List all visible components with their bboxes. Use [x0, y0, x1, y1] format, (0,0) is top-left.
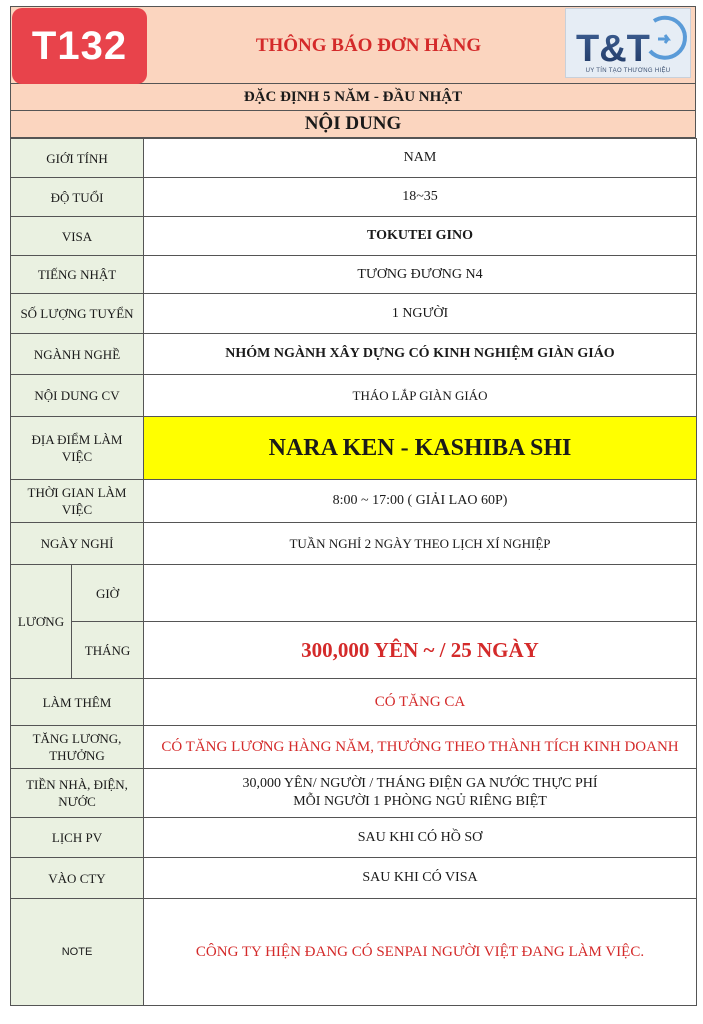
page-title: THÔNG BÁO ĐƠN HÀNG — [255, 35, 482, 56]
location-label: ĐỊA ĐIỂM LÀM VIỆC — [11, 417, 144, 480]
overtime-value: CÓ TĂNG CA — [144, 679, 697, 726]
table-row — [11, 565, 697, 622]
company-logo — [565, 8, 691, 78]
table-row — [11, 178, 697, 217]
days-off-label: NGÀY NGHỈ — [11, 523, 144, 565]
note-label: NOTE — [11, 899, 144, 1006]
table-row — [11, 480, 697, 523]
order-code-badge: T132 — [12, 8, 147, 84]
table-row — [11, 858, 697, 899]
table-row — [11, 375, 697, 417]
table-row — [11, 622, 697, 679]
job-label: NỘI DUNG CV — [11, 375, 144, 417]
location-value: NARA KEN - KASHIBA SHI — [144, 417, 697, 480]
hours-value: 8:00 ~ 17:00 ( GIẢI LAO 60P) — [144, 480, 697, 523]
table-row — [11, 417, 697, 480]
order-subtitle: ĐẶC ĐỊNH 5 NĂM - ĐẦU NHẬT — [10, 84, 696, 111]
section-title: NỘI DUNG — [10, 111, 696, 138]
table-row — [11, 217, 697, 256]
table-row — [11, 679, 697, 726]
start-label: VÀO CTY — [11, 858, 144, 899]
housing-line-1: 30,000 YÊN/ NGƯỜI / THÁNG ĐIỆN GA NƯỚC THỰC PHÍ — [242, 776, 598, 791]
japanese-value: TƯƠNG ĐƯƠNG N4 — [144, 256, 697, 294]
overtime-label: LÀM THÊM — [11, 679, 144, 726]
salary-hour-value — [144, 565, 697, 622]
note-value: CÔNG TY HIỆN ĐANG CÓ SENPAI NGƯỜI VIỆT ĐANG LÀM VIỆC. — [144, 899, 697, 1006]
quantity-value: 1 NGƯỜI — [144, 294, 697, 334]
interview-value: SAU KHI CÓ HỒ SƠ — [144, 818, 697, 858]
days-off-value: TUẦN NGHỈ 2 NGÀY THEO LỊCH XÍ NGHIỆP — [144, 523, 697, 565]
logo-tagline: UY TÍN TẠO THƯƠNG HIỆU — [585, 68, 671, 74]
job-value: THÁO LẮP GIÀN GIÁO — [144, 375, 697, 417]
visa-value: TOKUTEI GINO — [144, 217, 697, 256]
age-label: ĐỘ TUỔI — [11, 178, 144, 217]
housing-line-2: MỖI NGƯỜI 1 PHÒNG NGỦ RIÊNG BIỆT — [293, 794, 547, 809]
visa-label: VISA — [11, 217, 144, 256]
table-row — [11, 523, 697, 565]
salary-label: LƯƠNG — [11, 565, 72, 679]
industry-label: NGÀNH NGHỀ — [11, 334, 144, 375]
table-row — [11, 726, 697, 769]
interview-label: LỊCH PV — [11, 818, 144, 858]
table-row — [11, 294, 697, 334]
gender-label: GIỚI TÍNH — [11, 139, 144, 178]
table-row — [11, 334, 697, 375]
salary-month-label: THÁNG — [72, 622, 144, 679]
raise-value: CÓ TĂNG LƯƠNG HÀNG NĂM, THƯỞNG THEO THÀNH TÍCH KINH DOANH — [144, 726, 697, 769]
housing-value — [144, 769, 697, 818]
gender-value: NAM — [144, 139, 697, 178]
japanese-label: TIẾNG NHẬT — [11, 256, 144, 294]
salary-month-value: 300,000 YÊN ~ / 25 NGÀY — [144, 622, 697, 679]
table-row — [11, 139, 697, 178]
order-details-table — [10, 138, 697, 1006]
housing-label: TIỀN NHÀ, ĐIỆN, NƯỚC — [11, 769, 144, 818]
start-value: SAU KHI CÓ VISA — [144, 858, 697, 899]
raise-label: TĂNG LƯƠNG, THƯỞNG — [11, 726, 144, 769]
table-row — [11, 769, 697, 818]
industry-value: NHÓM NGÀNH XÂY DỰNG CÓ KINH NGHIỆM GIÀN GIÁO — [144, 334, 697, 375]
logo-wordmark: T&T — [576, 28, 650, 70]
table-row — [11, 256, 697, 294]
quantity-label: SỐ LƯỢNG TUYỂN — [11, 294, 144, 334]
table-row — [11, 899, 697, 1006]
table-row — [11, 818, 697, 858]
salary-hour-label: GIỜ — [72, 565, 144, 622]
age-value: 18~35 — [144, 178, 697, 217]
hours-label: THỜI GIAN LÀM VIỆC — [11, 480, 144, 523]
